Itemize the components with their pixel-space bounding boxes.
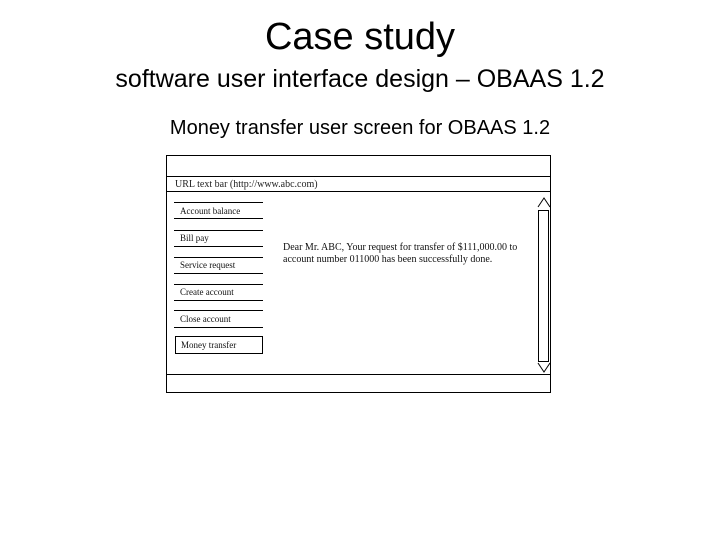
vertical-scrollbar[interactable] — [537, 196, 551, 376]
url-bar[interactable] — [167, 176, 550, 192]
menu-item-account-balance[interactable]: Account balance — [180, 206, 241, 216]
menu-item-create-account[interactable]: Create account — [180, 287, 234, 297]
menu-divider — [174, 284, 263, 285]
menu-divider — [174, 202, 263, 203]
menu-divider — [174, 327, 263, 328]
menu-divider — [174, 230, 263, 231]
menu-item-close-account[interactable]: Close account — [180, 314, 231, 324]
confirmation-message: Dear Mr. ABC, Your request for transfer of $111,000.00 to account number 011000 has been successfully done. — [283, 242, 518, 265]
scroll-down-arrow-icon[interactable] — [537, 362, 551, 374]
menu-divider — [174, 246, 263, 247]
scroll-up-arrow-icon[interactable] — [537, 196, 551, 208]
menu-item-bill-pay[interactable]: Bill pay — [180, 233, 209, 243]
status-bar-divider — [167, 374, 550, 375]
menu-divider — [174, 300, 263, 301]
menu-item-money-transfer[interactable] — [175, 336, 263, 354]
menu-item-money-transfer-label: Money transfer — [181, 340, 237, 350]
slide-caption: Money transfer user screen for OBAAS 1.2 — [169, 117, 551, 139]
screen-mockup — [166, 155, 551, 393]
menu-item-service-request[interactable]: Service request — [180, 260, 236, 270]
menu-divider — [174, 310, 263, 311]
slide-title: Case study — [264, 16, 456, 58]
menu-divider — [174, 273, 263, 274]
menu-divider — [174, 218, 263, 219]
scroll-track[interactable] — [538, 210, 549, 362]
slide-subtitle: software user interface design – OBAAS 1.2 — [115, 65, 605, 93]
url-bar-text: URL text bar (http://www.abc.com) — [175, 179, 318, 190]
menu-divider — [174, 257, 263, 258]
